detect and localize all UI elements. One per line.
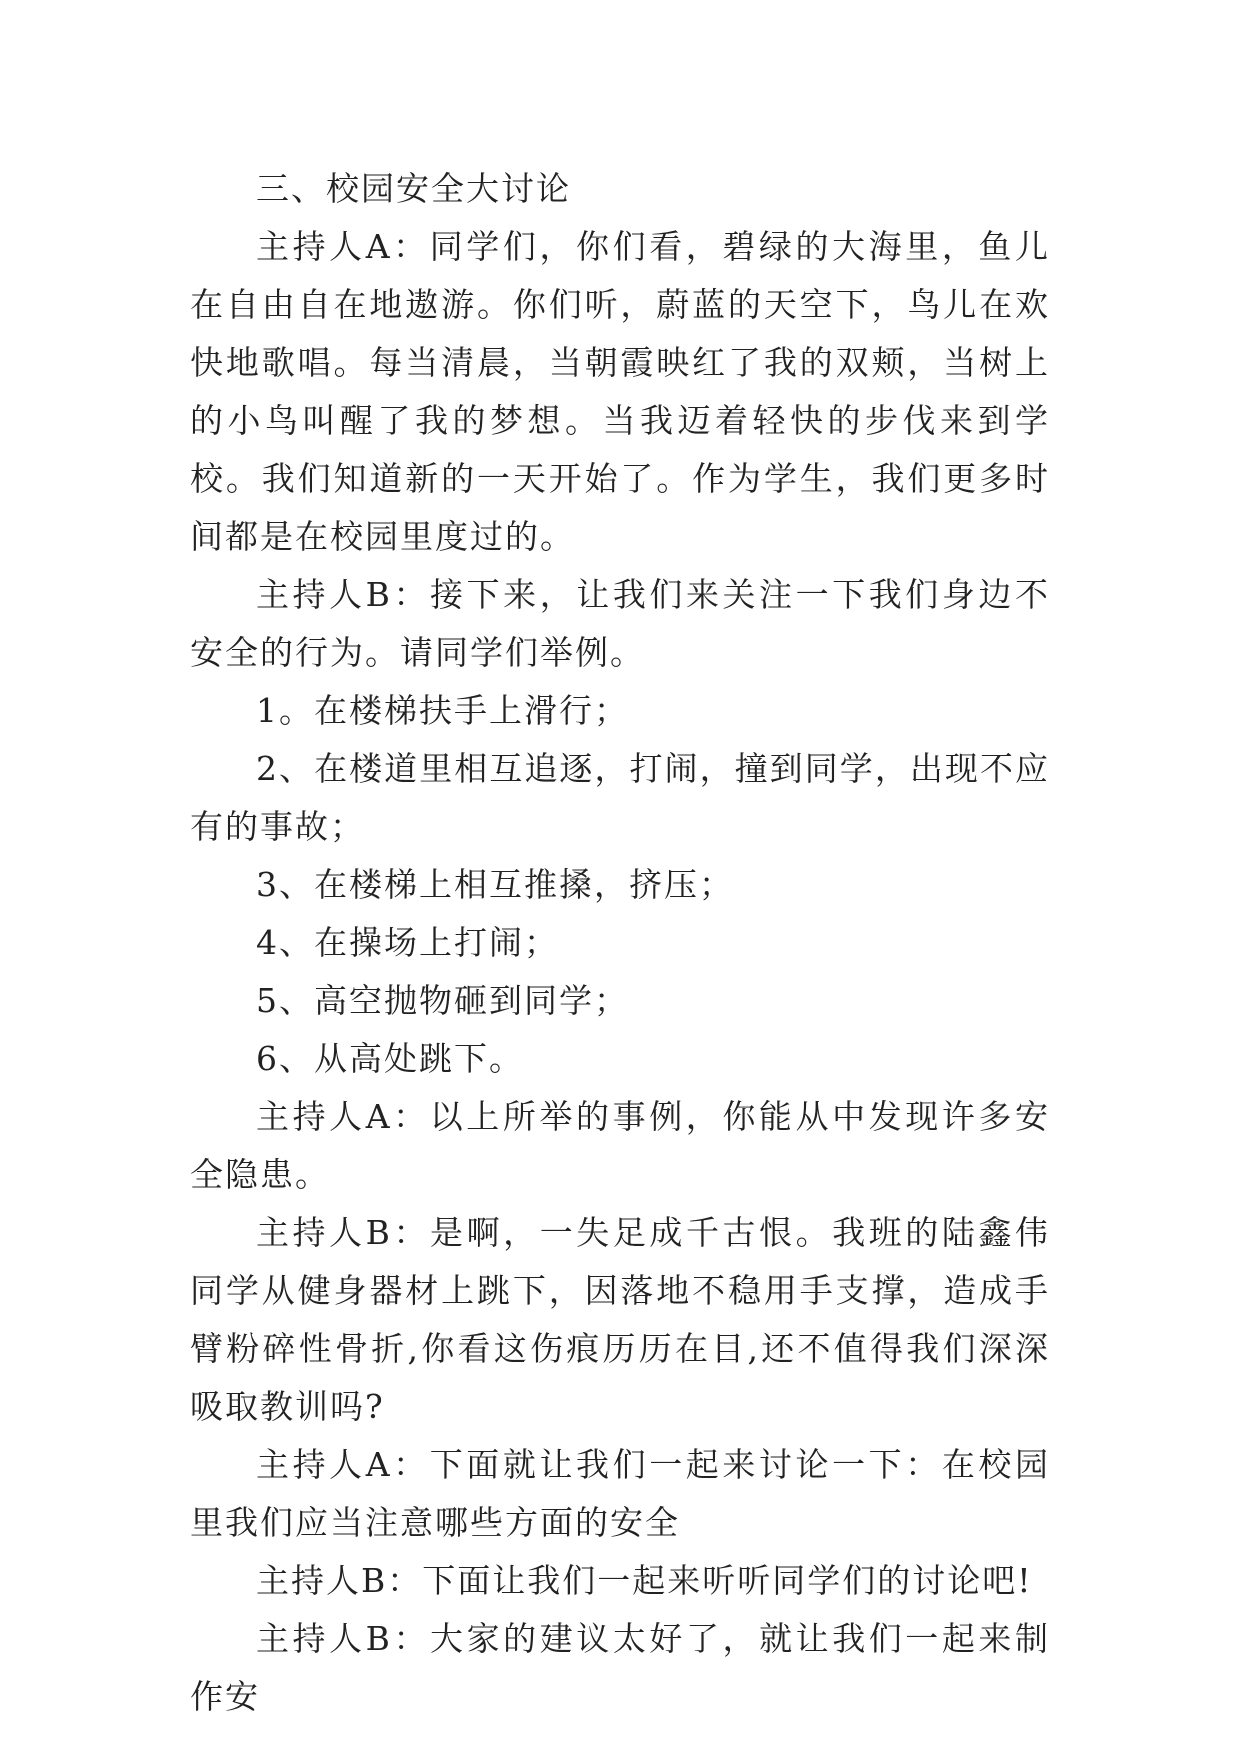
paragraph-host-b-listen: 主持人B：下面让我们一起来听听同学们的讨论吧! — [256, 1561, 1033, 1600]
section-heading: 三、校园安全大讨论 — [256, 169, 571, 208]
document-body — [190, 160, 1050, 1726]
paragraph-host-b-examples: 主持人B：接下来，让我们来关注一下我们身边不安全的行为。请同学们举例。 — [190, 575, 1050, 672]
list-item-1: 1。在楼梯扶手上滑行； — [256, 691, 629, 730]
paragraph-host-a-discussion: 主持人A：下面就让我们一起来讨论一下：在校园里我们应当注意哪些方面的安全 — [190, 1445, 1050, 1542]
list-item-4: 4、在操场上打闹； — [256, 923, 559, 962]
paragraph-host-b-suggestions: 主持人B：大家的建议太好了，就让我们一起来制作安 — [190, 1619, 1050, 1716]
list-item-2: 2、在楼道里相互追逐，打闹，撞到同学，出现不应有的事故； — [190, 749, 1050, 846]
paragraph-host-a-intro: 主持人A：同学们，你们看，碧绿的大海里，鱼儿在自由自在地遨游。你们听，蔚蓝的天空下，鸟儿在欢快地歌唱。每当清晨，当朝霞映红了我的双颊，当树上的小鸟叫醒了我的梦想。当我迈着轻快的步伐来到学校。我们知道新的一天开始了。作为学生，我们更多时间都是在校园里度过的。 — [190, 227, 1050, 556]
paragraph-host-a-hazards: 主持人A：以上所举的事例，你能从中发现许多安全隐患。 — [190, 1097, 1050, 1194]
list-item-5: 5、高空抛物砸到同学； — [256, 981, 629, 1020]
list-item-6: 6、从高处跳下。 — [256, 1039, 524, 1078]
paragraph-host-b-lesson: 主持人B：是啊，一失足成千古恨。我班的陆鑫伟同学从健身器材上跳下，因落地不稳用手支撑，造成手臂粉碎性骨折,你看这伤痕历历在目,还不值得我们深深吸取教训吗? — [190, 1213, 1050, 1426]
list-item-3: 3、在楼梯上相互推搡，挤压； — [256, 865, 734, 904]
